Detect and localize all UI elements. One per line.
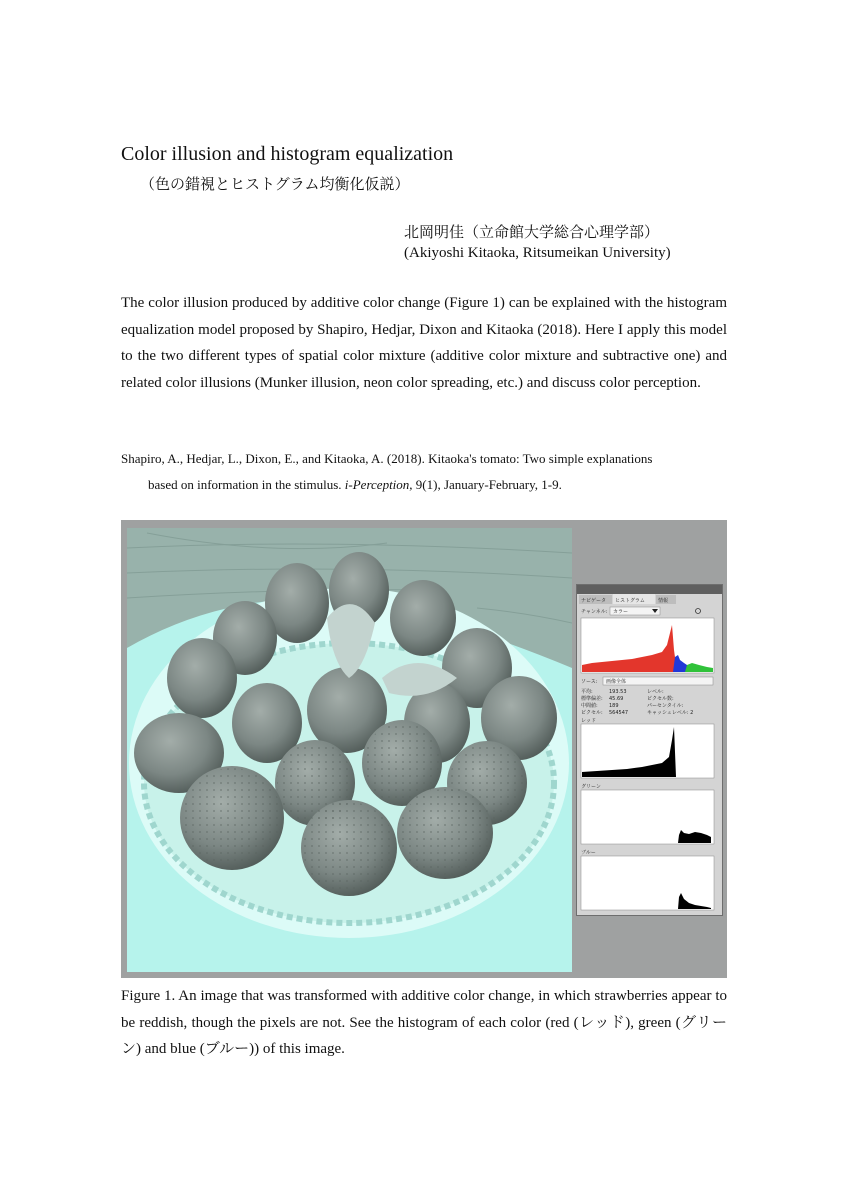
red-channel-label: レッド: [581, 718, 596, 724]
source-label: ソース:: [581, 679, 598, 685]
abstract-paragraph: The color illusion produced by additive color change (Figure 1) can be explained with the histogram equalization model proposed by Shapiro, Hedjar, Dixon and Kitaoka (2018). Here I apply this model to the two different types of spatial color mixture (additive color mixture and subtractive one) and related color illusions (Munker illusion, neon color spreading, etc.) and discuss color perception.: [121, 295, 727, 391]
paper-title: Color illusion and histogram equalization: [121, 143, 454, 165]
paper-subtitle: （色の錯視とヒストグラム均衡化仮説）: [140, 175, 410, 193]
stat-pixels-value: 564547: [609, 710, 629, 716]
stat-percentile-label: パーセンタイル:: [647, 703, 684, 709]
stat-count-label: ピクセル数:: [647, 696, 674, 702]
stat-mean-label: 平均:: [581, 689, 593, 695]
tab-info[interactable]: 情報: [658, 598, 669, 604]
stat-median-value: 189: [609, 703, 619, 709]
figure-caption: Figure 1. An image that was transformed with additive color change, in which strawberries appear to be reddish, though the pixels are not. See the histogram of each color (red (レッド), green (グリーン) and blue (ブルー)) of this image.: [121, 988, 727, 1057]
reference-line2-prefix: based on information in the stimulus.: [148, 477, 345, 492]
figure-1: [121, 520, 727, 978]
author-japanese: 北岡明佳（立命館大学総合心理学部）: [404, 223, 660, 241]
stat-std-label: 標準偏差:: [581, 696, 603, 702]
stat-median-label: 中間値:: [581, 703, 598, 709]
channel-label: チャンネル:: [581, 609, 608, 615]
reference-line-2: [121, 472, 727, 498]
stat-std-value: 45.69: [609, 696, 624, 702]
reference-entry: [121, 446, 727, 498]
stat-level-label: レベル:: [647, 689, 664, 695]
strawberry-tart-photo: [127, 528, 572, 972]
stat-mean-value: 193.53: [609, 689, 627, 695]
stat-pixels-label: ピクセル:: [581, 710, 603, 716]
histogram-panel: [576, 584, 723, 916]
author-english: (Akiyoshi Kitaoka, Ritsumeikan University): [404, 245, 671, 261]
histogram-panel-graphic: [577, 585, 722, 915]
green-channel-label: グリーン: [581, 784, 601, 790]
reference-line2-suffix: 9(1), January-February, 1-9.: [412, 477, 562, 492]
channel-value: カラー: [613, 609, 629, 615]
refresh-icon[interactable]: [696, 609, 701, 614]
reference-journal: i-Perception,: [344, 477, 413, 492]
tab-histogram[interactable]: ヒストグラム: [615, 598, 645, 604]
tab-navigator[interactable]: ナビゲータ: [581, 598, 607, 604]
source-value: 画像全体: [606, 679, 627, 685]
stat-cache-label: キャッシュレベル: 2: [647, 710, 694, 716]
blue-channel-label: ブルー: [581, 850, 596, 856]
reference-authors: Shapiro, A., Hedjar, L., Dixon, E., and Kitaoka, A. (2018). Kitaoka's tomato: Two simple explanations: [121, 451, 653, 466]
